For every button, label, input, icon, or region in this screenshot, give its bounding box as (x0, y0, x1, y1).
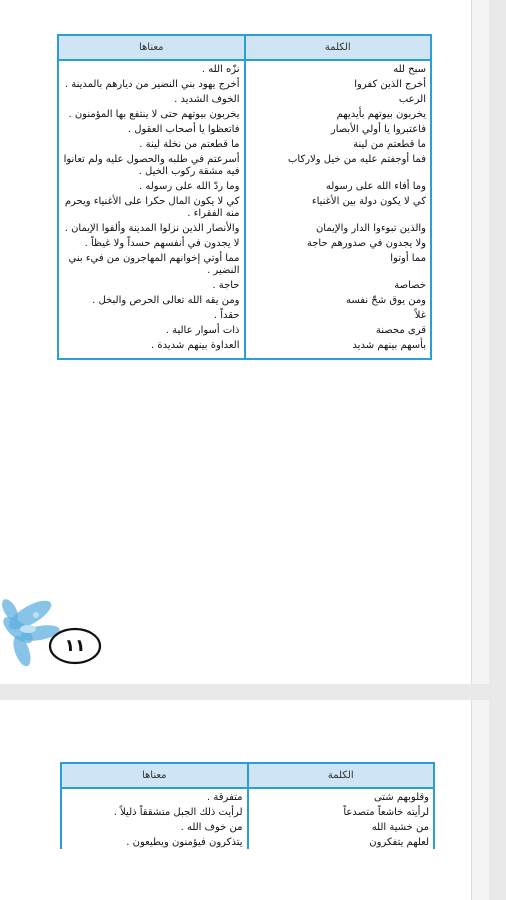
word-cell: وما أفاء الله على رسوله (245, 178, 432, 193)
meaning-cell: مما أوتي إخوانهم المهاجرون من فيء بني النضير . (58, 250, 245, 277)
table-row (58, 60, 431, 76)
table-row (58, 106, 431, 121)
word-cell: قرى محصنة (245, 322, 432, 337)
header-meaning: معناها (58, 35, 245, 60)
word-cell: مما أوتوا (245, 250, 432, 277)
table-row (61, 819, 434, 834)
word-cell: وقلوبهم شتى (248, 788, 435, 804)
word-cell: أخرج الذين كفروا (245, 76, 432, 91)
table-row (58, 151, 431, 178)
meaning-cell: ما قطعتم من نخلة لينة . (58, 136, 245, 151)
word-cell: لعلهم يتفكرون (248, 834, 435, 849)
meaning-cell: الخوف الشديد . (58, 91, 245, 106)
table-row (58, 322, 431, 337)
word-cell: ولا يجدون في صدورهم حاجة (245, 235, 432, 250)
word-cell: كي لا يكون دولة بين الأغنياء (245, 193, 432, 220)
vocabulary-table-1 (57, 34, 432, 360)
meaning-cell: والأنصار الذين نزلوا المدينة وألفوا الإيمان . (58, 220, 245, 235)
header-meaning: معناها (61, 763, 248, 788)
word-cell: فما أوجفتم عليه من خيل ولاركاب (245, 151, 432, 178)
table-row (58, 121, 431, 136)
table-row (58, 307, 431, 322)
word-cell: خصاصة (245, 277, 432, 292)
page-number: ١١ (64, 636, 86, 656)
meaning-cell: من خوف الله . (61, 819, 248, 834)
meaning-cell: العداوة بينهم شديدة . (58, 337, 245, 359)
table-row (61, 804, 434, 819)
table-row (58, 220, 431, 235)
table-row (58, 178, 431, 193)
meaning-cell: ذات أسوار عالية . (58, 322, 245, 337)
meaning-cell: يخربون بيوتهم حتى لا ينتفع بها المؤمنون . (58, 106, 245, 121)
meaning-cell: أخرج يهود بني النضير من ديارهم بالمدينة . (58, 76, 245, 91)
meaning-cell: فاتعظوا يا أصحاب العقول . (58, 121, 245, 136)
table-row (61, 788, 434, 804)
word-cell: لرأيته خاشعاً متصدعاً (248, 804, 435, 819)
table-row (58, 76, 431, 91)
meaning-cell: لرأيت ذلك الجبل متشققاً ذليلاً . (61, 804, 248, 819)
meaning-cell: نزّه الله . (58, 60, 245, 76)
table-body (61, 788, 434, 849)
word-cell: من خشية الله (248, 819, 435, 834)
word-cell: يخربون بيوتهم بأيديهم (245, 106, 432, 121)
table-row (58, 337, 431, 359)
page-edge (471, 700, 489, 900)
word-cell: سبح لله (245, 60, 432, 76)
word-cell: والذين تبوءوا الدار والإيمان (245, 220, 432, 235)
table-body (58, 60, 431, 359)
vocabulary-table-2 (60, 762, 435, 849)
meaning-cell: حقداً . (58, 307, 245, 322)
meaning-cell: حاجة . (58, 277, 245, 292)
table-header (58, 35, 431, 60)
table-row (58, 235, 431, 250)
meaning-cell: يتذكرون فيؤمنون ويطيعون . (61, 834, 248, 849)
word-cell: غلاً (245, 307, 432, 322)
meaning-cell: لا يجدون في أنفسهم حسداً ولا غيظاً . (58, 235, 245, 250)
header-word: الكلمة (245, 35, 432, 60)
word-cell: فاعتبروا يا أولي الأبصار (245, 121, 432, 136)
word-cell: الرعب (245, 91, 432, 106)
table-row (58, 250, 431, 277)
page-2 (0, 700, 489, 900)
word-cell: ما قطعتم من لينة (245, 136, 432, 151)
table-row (58, 292, 431, 307)
page-edge (471, 0, 489, 684)
meaning-cell: وما ردّ الله على رسوله . (58, 178, 245, 193)
word-cell: بأسهم بينهم شديد (245, 337, 432, 359)
table-header (61, 763, 434, 788)
meaning-cell: متفرقة . (61, 788, 248, 804)
table-row (58, 193, 431, 220)
meaning-cell: ومن يقه الله تعالى الحرص والبخل . (58, 292, 245, 307)
table-row (58, 91, 431, 106)
table-row (58, 277, 431, 292)
header-word: الكلمة (248, 763, 435, 788)
table-row (58, 136, 431, 151)
meaning-cell: كي لا يكون المال حكرا على الأغنياء ويحرم منه الفقراء . (58, 193, 245, 220)
table-row (61, 834, 434, 849)
word-cell: ومن يوق شحّ نفسه (245, 292, 432, 307)
meaning-cell: أسرعتم في طلبه والحصول عليه ولم تعانوا فيه مشقة ركوب الخيل . (58, 151, 245, 178)
